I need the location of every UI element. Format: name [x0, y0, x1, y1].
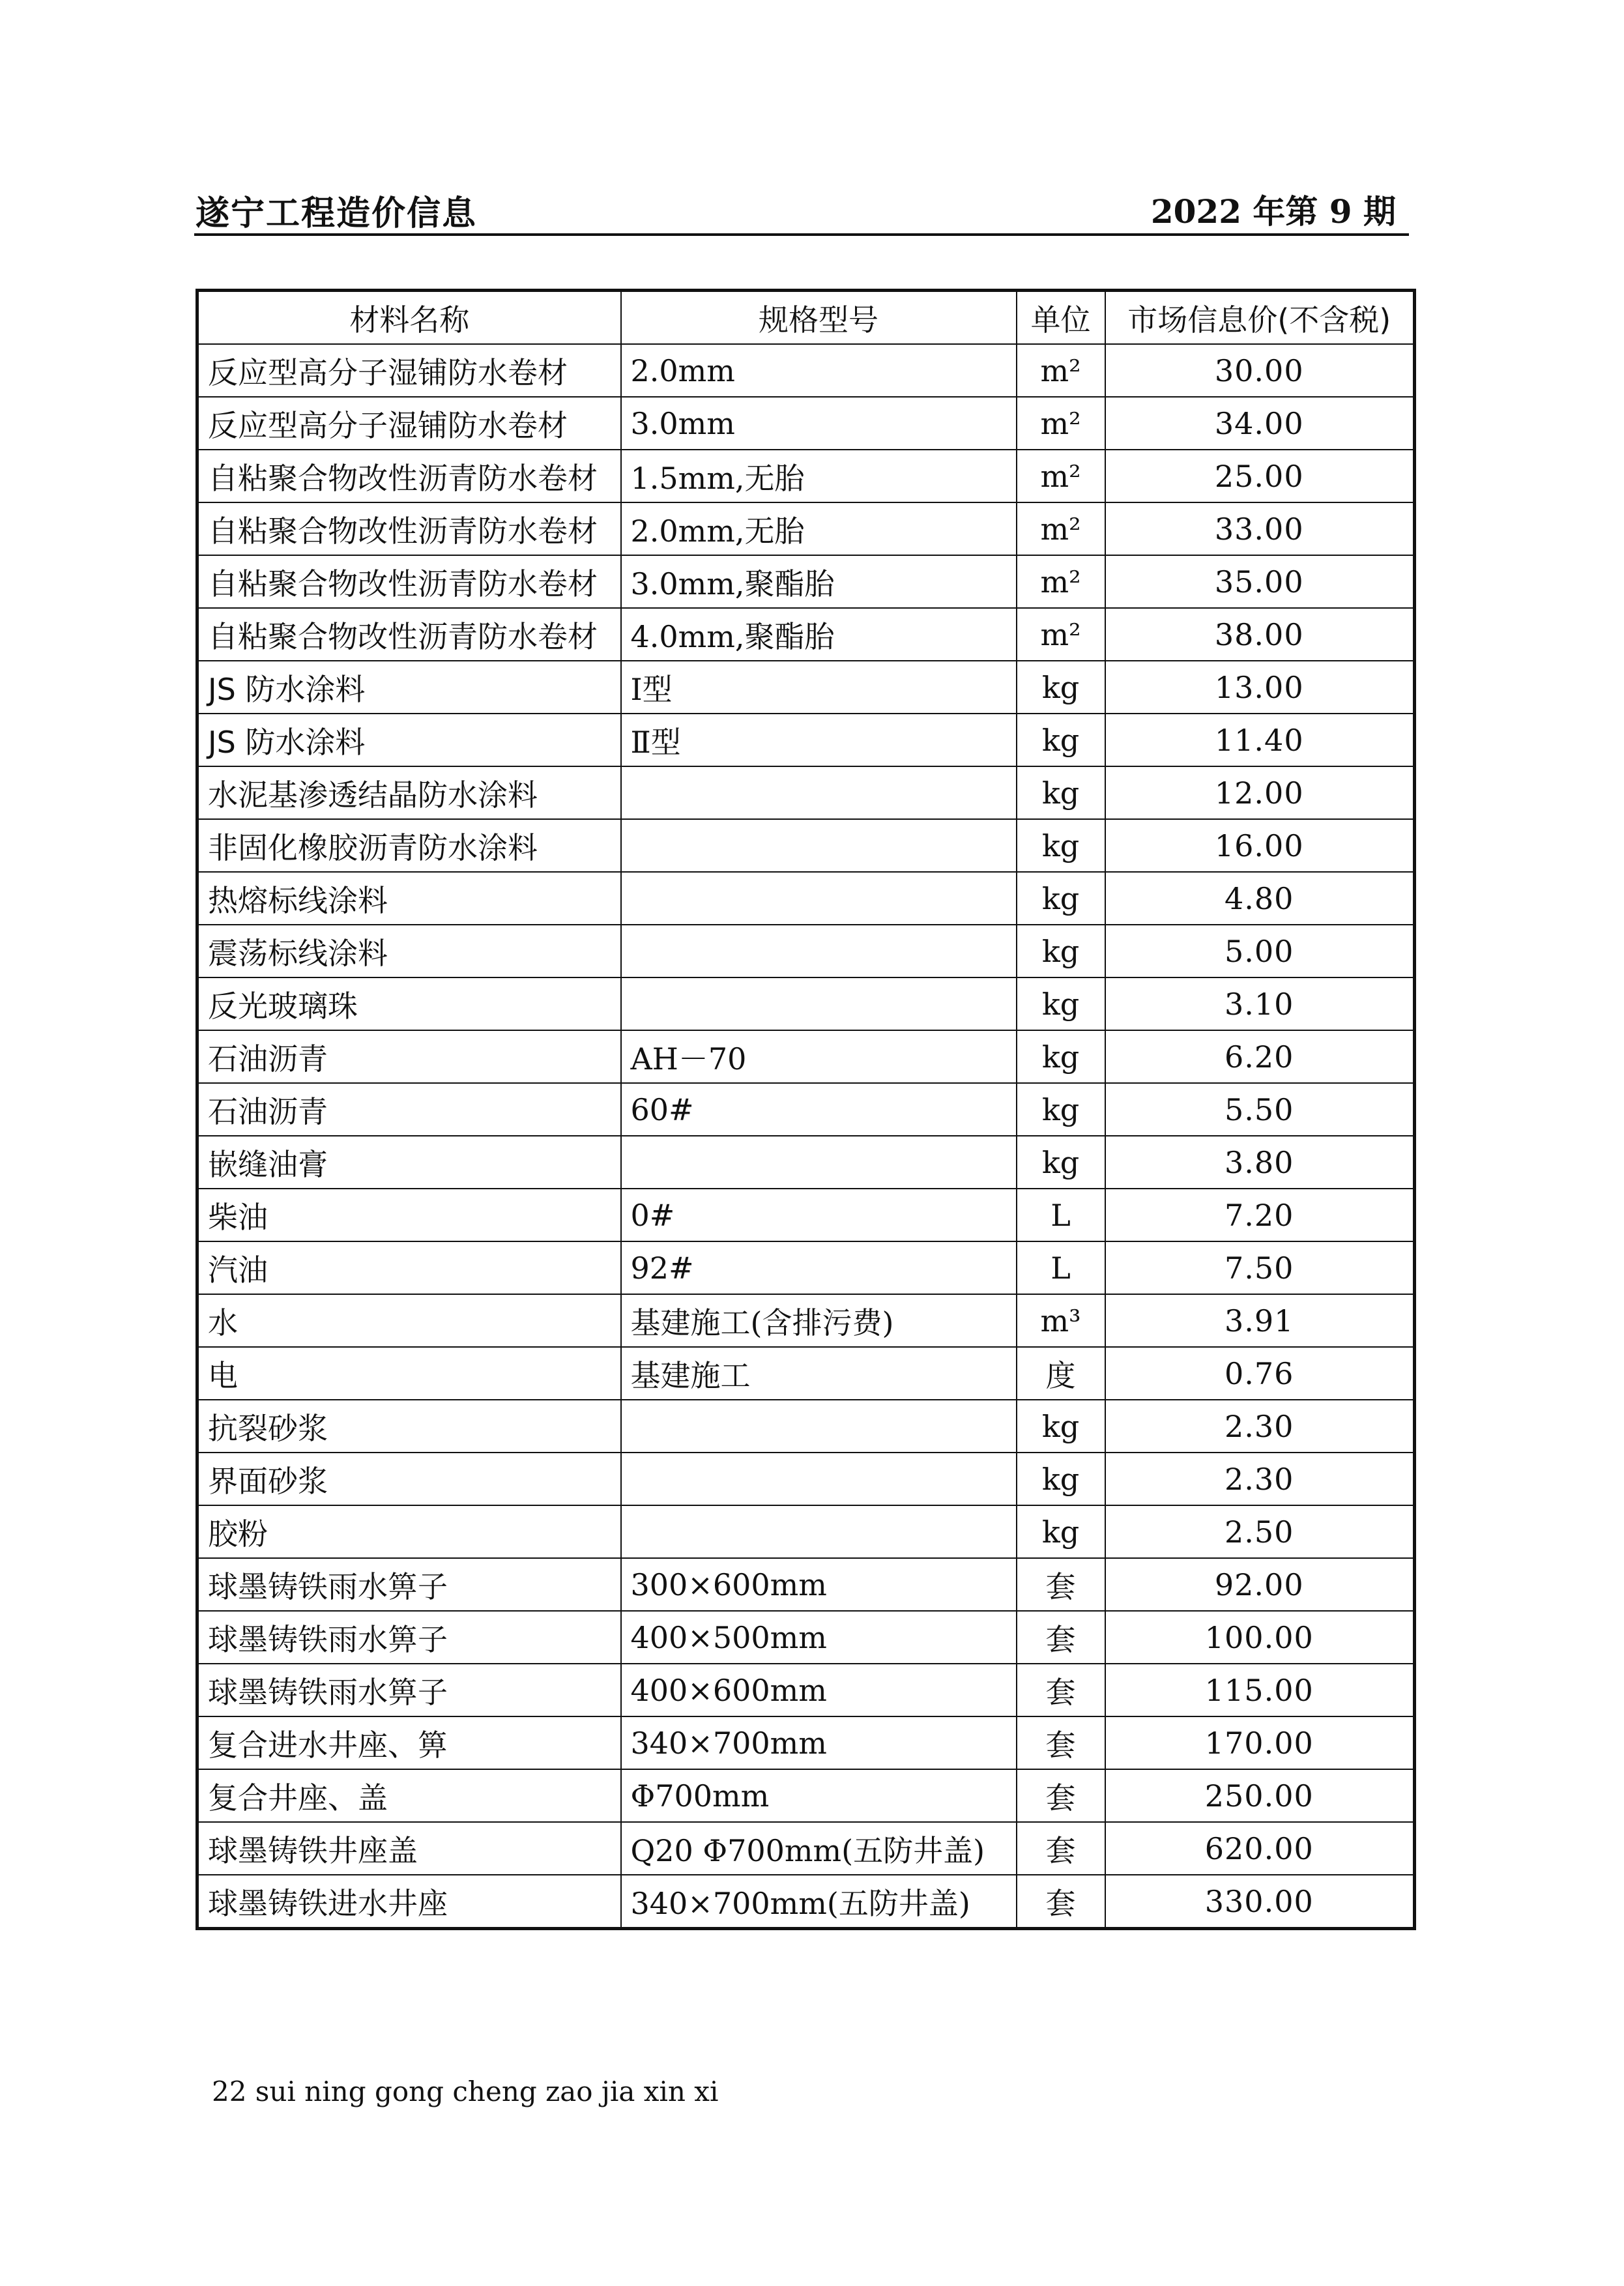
- cell-spec: [621, 766, 1017, 819]
- cell-material-name: 自粘聚合物改性沥青防水卷材: [197, 555, 621, 608]
- cell-material-name: 石油沥青: [197, 1083, 621, 1136]
- cell-spec: 0#: [621, 1189, 1017, 1241]
- table-row: [197, 819, 1415, 872]
- cell-material-name: 球墨铸铁雨水箅子: [197, 1664, 621, 1716]
- cell-price: 92.00: [1105, 1558, 1415, 1611]
- cell-unit: 套: [1017, 1716, 1105, 1769]
- cell-material-name: 反应型高分子湿铺防水卷材: [197, 344, 621, 397]
- cell-price: 7.50: [1105, 1241, 1415, 1294]
- table-row: [197, 872, 1415, 925]
- cell-price: 3.80: [1105, 1136, 1415, 1189]
- table-row: [197, 397, 1415, 450]
- table-body: [197, 344, 1415, 1929]
- cell-spec: AH－70: [621, 1030, 1017, 1083]
- cell-material-name: 自粘聚合物改性沥青防水卷材: [197, 502, 621, 555]
- cell-unit: kg: [1017, 872, 1105, 925]
- cell-spec: 400×600mm: [621, 1664, 1017, 1716]
- column-header-price: 市场信息价(不含税): [1105, 291, 1415, 345]
- cell-price: 5.00: [1105, 925, 1415, 977]
- page-footer: 22 sui ning gong cheng zao jia xin xi: [212, 2076, 719, 2107]
- cell-price: 620.00: [1105, 1822, 1415, 1875]
- cell-price: 11.40: [1105, 714, 1415, 766]
- cell-price: 0.76: [1105, 1347, 1415, 1400]
- table-row: [197, 1241, 1415, 1294]
- cell-unit: kg: [1017, 819, 1105, 872]
- cell-material-name: 反应型高分子湿铺防水卷材: [197, 397, 621, 450]
- table-row: [197, 1716, 1415, 1769]
- cell-material-name: 石油沥青: [197, 1030, 621, 1083]
- cell-spec: 2.0mm,无胎: [621, 502, 1017, 555]
- cell-unit: kg: [1017, 1030, 1105, 1083]
- cell-spec: [621, 819, 1017, 872]
- cell-unit: kg: [1017, 977, 1105, 1030]
- cell-unit: kg: [1017, 714, 1105, 766]
- table-row: [197, 766, 1415, 819]
- cell-spec: 4.0mm,聚酯胎: [621, 608, 1017, 661]
- cell-unit: kg: [1017, 1400, 1105, 1453]
- cell-unit: kg: [1017, 1453, 1105, 1505]
- table-row: [197, 1083, 1415, 1136]
- cell-material-name: 球墨铸铁雨水箅子: [197, 1611, 621, 1664]
- cell-spec: 300×600mm: [621, 1558, 1017, 1611]
- cell-material-name: 自粘聚合物改性沥青防水卷材: [197, 608, 621, 661]
- cell-price: 35.00: [1105, 555, 1415, 608]
- table-row: [197, 1453, 1415, 1505]
- cell-unit: m³: [1017, 1294, 1105, 1347]
- cell-spec: [621, 977, 1017, 1030]
- cell-spec: 2.0mm: [621, 344, 1017, 397]
- cell-material-name: 反光玻璃珠: [197, 977, 621, 1030]
- table-row: [197, 555, 1415, 608]
- table-row: [197, 608, 1415, 661]
- cell-material-name: 界面砂浆: [197, 1453, 621, 1505]
- cell-spec: [621, 872, 1017, 925]
- cell-material-name: 球墨铸铁雨水箅子: [197, 1558, 621, 1611]
- cell-price: 100.00: [1105, 1611, 1415, 1664]
- cell-unit: m²: [1017, 397, 1105, 450]
- cell-price: 3.91: [1105, 1294, 1415, 1347]
- cell-unit: m²: [1017, 555, 1105, 608]
- cell-unit: 套: [1017, 1664, 1105, 1716]
- cell-unit: L: [1017, 1189, 1105, 1241]
- cell-price: 330.00: [1105, 1875, 1415, 1929]
- publication-title: 遂宁工程造价信息: [196, 194, 478, 233]
- cell-price: 250.00: [1105, 1769, 1415, 1822]
- cell-unit: kg: [1017, 766, 1105, 819]
- cell-spec: 400×500mm: [621, 1611, 1017, 1664]
- cell-unit: 套: [1017, 1875, 1105, 1929]
- cell-material-name: JS 防水涂料: [197, 661, 621, 714]
- column-header-spec: 规格型号: [621, 291, 1017, 345]
- table-row: [197, 1664, 1415, 1716]
- cell-unit: m²: [1017, 502, 1105, 555]
- cell-price: 30.00: [1105, 344, 1415, 397]
- cell-spec: Ⅰ型: [621, 661, 1017, 714]
- cell-spec: 92#: [621, 1241, 1017, 1294]
- column-header-name: 材料名称: [197, 291, 621, 345]
- cell-material-name: 水泥基渗透结晶防水涂料: [197, 766, 621, 819]
- table-row: [197, 1347, 1415, 1400]
- cell-price: 34.00: [1105, 397, 1415, 450]
- cell-material-name: 复合进水井座、箅: [197, 1716, 621, 1769]
- cell-spec: [621, 1400, 1017, 1453]
- cell-price: 7.20: [1105, 1189, 1415, 1241]
- column-header-unit: 单位: [1017, 291, 1105, 345]
- cell-unit: kg: [1017, 1505, 1105, 1558]
- cell-price: 2.50: [1105, 1505, 1415, 1558]
- cell-unit: 度: [1017, 1347, 1105, 1400]
- cell-material-name: 非固化橡胶沥青防水涂料: [197, 819, 621, 872]
- cell-material-name: 汽油: [197, 1241, 621, 1294]
- table-row: [197, 1505, 1415, 1558]
- cell-price: 16.00: [1105, 819, 1415, 872]
- cell-price: 25.00: [1105, 450, 1415, 502]
- header-divider: [194, 233, 1409, 236]
- cell-spec: Ⅱ型: [621, 714, 1017, 766]
- table-row: [197, 661, 1415, 714]
- cell-price: 2.30: [1105, 1453, 1415, 1505]
- cell-unit: L: [1017, 1241, 1105, 1294]
- table-row: [197, 1558, 1415, 1611]
- cell-spec: 3.0mm,聚酯胎: [621, 555, 1017, 608]
- cell-spec: Φ700mm: [621, 1769, 1017, 1822]
- cell-material-name: 球墨铸铁进水井座: [197, 1875, 621, 1929]
- cell-material-name: 复合井座、盖: [197, 1769, 621, 1822]
- table-row: [197, 1769, 1415, 1822]
- cell-material-name: 水: [197, 1294, 621, 1347]
- cell-material-name: 嵌缝油膏: [197, 1136, 621, 1189]
- table-row: [197, 1294, 1415, 1347]
- table-row: [197, 977, 1415, 1030]
- cell-spec: [621, 1136, 1017, 1189]
- cell-unit: kg: [1017, 925, 1105, 977]
- cell-price: 115.00: [1105, 1664, 1415, 1716]
- cell-material-name: 热熔标线涂料: [197, 872, 621, 925]
- table-row: [197, 1136, 1415, 1189]
- cell-price: 2.30: [1105, 1400, 1415, 1453]
- cell-spec: [621, 1453, 1017, 1505]
- cell-unit: kg: [1017, 661, 1105, 714]
- table-header-row: [197, 291, 1415, 345]
- cell-unit: 套: [1017, 1822, 1105, 1875]
- table-row: [197, 502, 1415, 555]
- cell-spec: 1.5mm,无胎: [621, 450, 1017, 502]
- cell-unit: 套: [1017, 1611, 1105, 1664]
- cell-spec: [621, 1505, 1017, 1558]
- table-row: [197, 1875, 1415, 1929]
- cell-material-name: 抗裂砂浆: [197, 1400, 621, 1453]
- cell-material-name: 胶粉: [197, 1505, 621, 1558]
- table-row: [197, 1189, 1415, 1241]
- cell-price: 13.00: [1105, 661, 1415, 714]
- cell-material-name: JS 防水涂料: [197, 714, 621, 766]
- cell-spec: 基建施工: [621, 1347, 1017, 1400]
- cell-unit: 套: [1017, 1769, 1105, 1822]
- cell-price: 33.00: [1105, 502, 1415, 555]
- cell-spec: 340×700mm(五防井盖): [621, 1875, 1017, 1929]
- cell-unit: 套: [1017, 1558, 1105, 1611]
- cell-unit: m²: [1017, 344, 1105, 397]
- issue-number: 2022 年第 9 期: [1150, 192, 1396, 231]
- cell-spec: 3.0mm: [621, 397, 1017, 450]
- cell-spec: 340×700mm: [621, 1716, 1017, 1769]
- cell-unit: m²: [1017, 450, 1105, 502]
- cell-price: 170.00: [1105, 1716, 1415, 1769]
- cell-material-name: 球墨铸铁井座盖: [197, 1822, 621, 1875]
- cell-price: 38.00: [1105, 608, 1415, 661]
- table-row: [197, 925, 1415, 977]
- cell-material-name: 电: [197, 1347, 621, 1400]
- table-row: [197, 344, 1415, 397]
- table-row: [197, 1611, 1415, 1664]
- cell-price: 5.50: [1105, 1083, 1415, 1136]
- cell-spec: Q20 Φ700mm(五防井盖): [621, 1822, 1017, 1875]
- table-row: [197, 450, 1415, 502]
- cell-material-name: 柴油: [197, 1189, 621, 1241]
- cell-material-name: 自粘聚合物改性沥青防水卷材: [197, 450, 621, 502]
- cell-price: 12.00: [1105, 766, 1415, 819]
- cell-price: 3.10: [1105, 977, 1415, 1030]
- cell-unit: kg: [1017, 1083, 1105, 1136]
- cell-material-name: 震荡标线涂料: [197, 925, 621, 977]
- material-price-table: [196, 289, 1416, 1930]
- cell-unit: m²: [1017, 608, 1105, 661]
- table-row: [197, 1030, 1415, 1083]
- cell-price: 4.80: [1105, 872, 1415, 925]
- cell-price: 6.20: [1105, 1030, 1415, 1083]
- table-row: [197, 714, 1415, 766]
- cell-unit: kg: [1017, 1136, 1105, 1189]
- cell-spec: 60#: [621, 1083, 1017, 1136]
- cell-spec: 基建施工(含排污费): [621, 1294, 1017, 1347]
- table-row: [197, 1822, 1415, 1875]
- cell-spec: [621, 925, 1017, 977]
- table-row: [197, 1400, 1415, 1453]
